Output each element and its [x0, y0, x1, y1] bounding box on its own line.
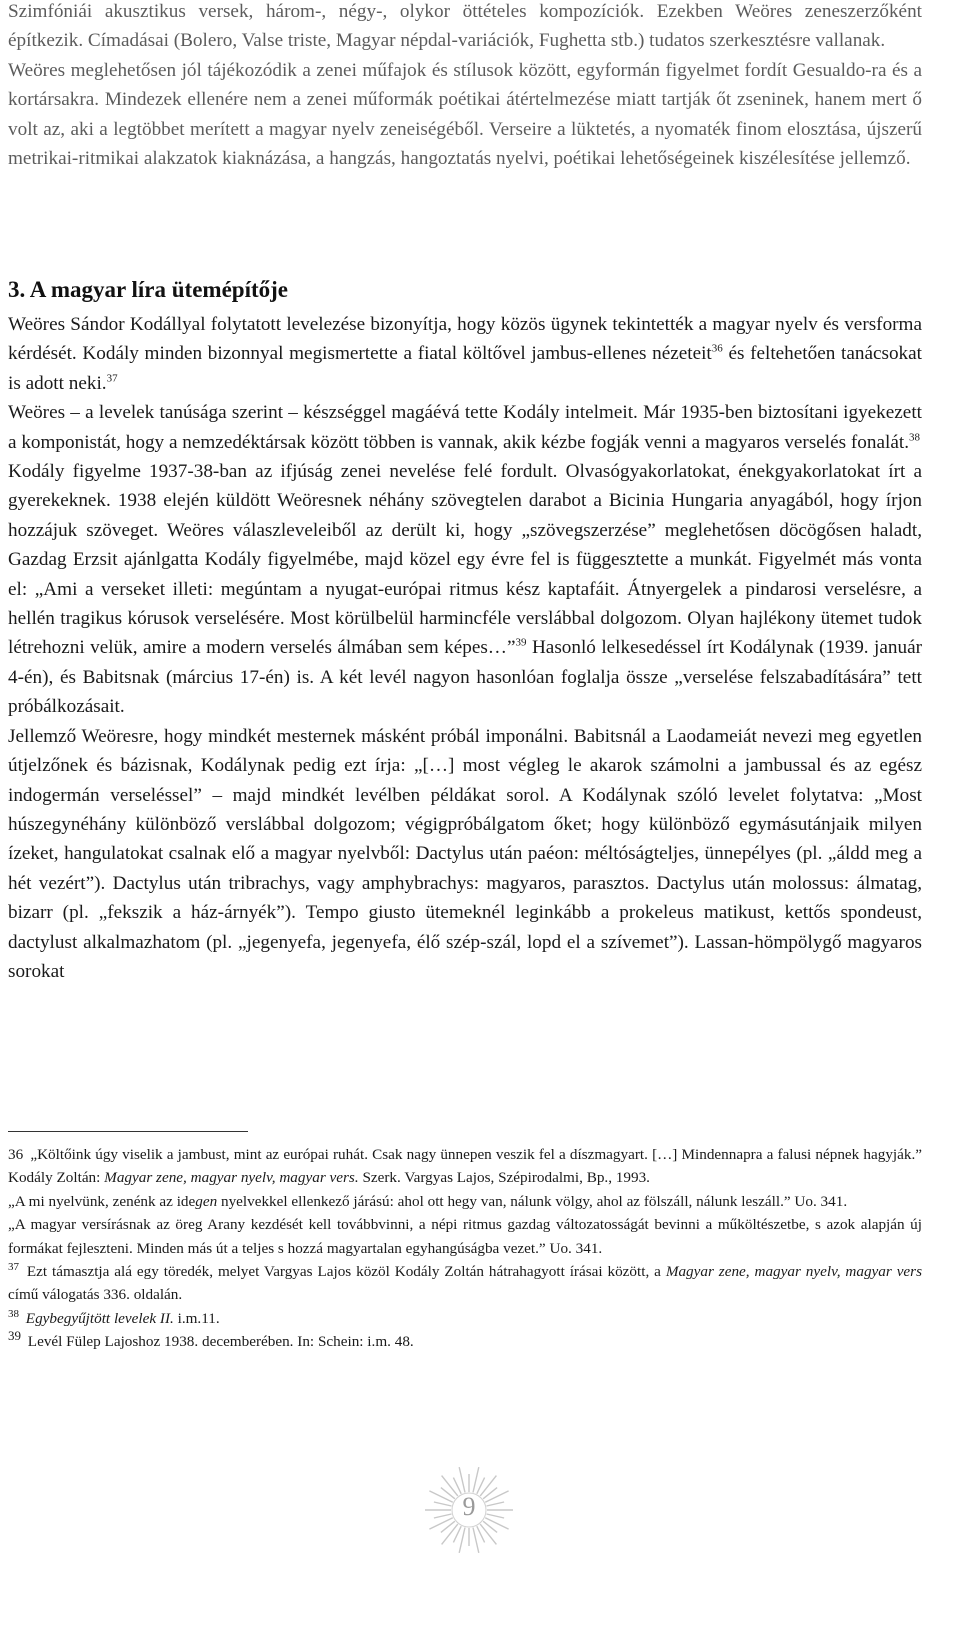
footnote-text: „Költőink úgy viselik a jambust, mint az európai ruhát. Csak nagy ünnepen veszik fel a díszmagyart. […] Mindennapra a falusi népnek hagyják.” Kodály Zoltán:	[8, 1146, 923, 1187]
body-text: és feltehetően tanácsokat is adott neki.	[8, 343, 922, 394]
footnote-number: 39	[8, 1328, 21, 1344]
footnote-text: című válogatás 336. oldalán.	[8, 1286, 183, 1304]
page-number-ornament	[419, 1460, 519, 1560]
footnotes	[8, 1143, 922, 1354]
body-paragraph-3	[8, 457, 922, 722]
intro-paragraph	[8, 0, 922, 173]
footnote-37	[8, 1260, 922, 1307]
footnote-ref-38[interactable]: 38	[909, 431, 920, 444]
footnote-italic: Magyar zene, magyar nyelv, magyar vers.	[104, 1169, 359, 1187]
page-number: 9	[462, 1492, 476, 1521]
footnote-ref-39[interactable]: 39	[515, 637, 527, 650]
body-text: Weöres – a levelek tanúsága szerint – készséggel magáévá tette Kodály intelmeit. Már 1935-ben biztosítani igyekezett a komponistát, hogy a nemzedéktársak között többen is vannak, akik kézbe fogják venni a magyaros verselés fonalát.	[8, 402, 922, 453]
section-body	[8, 310, 922, 986]
footnote-number: 38	[8, 1307, 19, 1320]
footnote-36-cont-2: „A magyar versírásnak az öreg Arany kezdését kell továbbvinni, a népi ritmus gazdag változatosságát bevinni a műköltészetbe, s azok alapján új formákat fejleszteni. Minden más út a teljes s hozzá magyartalan egyhangúságba vezet.” Uo. 341.	[8, 1216, 922, 1257]
footnote-number: 37	[8, 1260, 19, 1273]
footnote-text: i.m.11.	[173, 1309, 220, 1327]
footnote-text: Levél Fülep Lajoshoz 1938. decemberében. In: Schein: i.m. 48.	[24, 1333, 414, 1351]
footnote-text: „A mi nyelvünk, zenénk az ide	[8, 1192, 196, 1210]
footnote-36	[8, 1143, 922, 1190]
body-paragraph-4: Jellemző Weöresre, hogy mindkét mesternek másként próbál imponálni. Babitsnál a Laodameiát nevezi meg egyetlen útjelzőnek és bázisnak, Kodálynak pedig ezt írja: „[…] most végleg le akarok számolni a jambussal és az egész indogermán verseléssel” – majd mindkét levélben példákat sorol. A Kodálynak szóló levelet folytatva: „Most húszegynéhány különböző verslábbal dolgozom; végigpróbálgatom őket; hogy különböző egymásutánjaik milyen ízeket, hangulatokat csalnak elő a magyar nyelvből: Dactylus után paéon: méltóságteljes, ünnepélyes (pl. „áldd meg a hét vezért”). Dactylus után tribrachys, vagy amphybrachys: magyaros, parasztos. Dactylus után molossus: álmatag, bizarr (pl. „fekszik a ház-árnyék”). Tempo giusto ütemeknél leginkább a prokeleus matikust, kettős spondeust, dactylust alkalmazhatom (pl. „jegenyefa, jegenyefa, élő szép-szál, lopd el a szívemet”). Lassan-hömpölygő magyaros sorokat	[8, 725, 922, 982]
footnote-separator	[8, 1131, 248, 1132]
intro-text-2b: Mindezek ellenére nem a zenei műformák poétikai átértelmezése miatt tartják őt zseninek, hanem mert ő volt az, aki a legtöbbet merített a magyar nyelv zeneiségéből. Verseire a lüktetés, a nyomaték finom elosztása, újszerű metrikai-ritmikai alakzatok kiaknázása, a hangzás, hangoztatás nyelvi, poétikai lehetőségeinek kiszélesítése jellemző.	[8, 89, 922, 170]
footnote-italic: gen	[195, 1192, 218, 1210]
footnote-ref-37[interactable]: 37	[106, 372, 118, 385]
footnote-italic: Magyar zene, magyar nyelv, magyar vers	[665, 1263, 922, 1281]
intro-text-2a: Weöres meglehetősen jól tájékozódik a zenei műfajok és stílusok között, egyformán figyelmet fordít Gesualdo-ra és a kortársakra.	[8, 59, 922, 111]
footnote-text: nyelvekkel ellenkező járású: ahol ott hegy van, nálunk völgy, ahol az fölszáll, nálunk leszáll.” Uo. 341.	[217, 1192, 848, 1210]
footnote-39	[8, 1330, 922, 1353]
body-paragraph-1	[8, 310, 922, 398]
body-text: Hasonló lelkesedéssel írt Kodálynak (1939. január 4-én), és Babitsnak (március 17-én) is. A két levél nagyon hasonlóan foglalja össze „verselése felszabadítására” tett próbálkozásait.	[8, 637, 922, 718]
footnote-italic: Egybegyűjtött levelek II.	[25, 1309, 174, 1327]
footnote-text: Ezt támasztja alá egy töredék, melyet Vargyas Lajos közöl Kodály Zoltán hátrahagyott írásai között, a	[22, 1263, 666, 1281]
body-paragraph-2	[8, 398, 922, 457]
footnote-ref-36[interactable]: 36	[711, 343, 723, 356]
body-text: Weöres Sándor Kodállyal folytatott levelezése bizonyítja, hogy közös ügynek tekintették a magyar nyelv és versforma kérdését. Kodály minden bizonnyal megismertette a fiatal költővel jambus-ellenes nézeteit	[8, 314, 922, 365]
intro-text-2	[8, 56, 922, 174]
footnote-38	[8, 1307, 922, 1330]
section-heading: 3. A magyar líra ütemépítője	[8, 277, 288, 302]
footnote-number: 36	[8, 1146, 24, 1163]
intro-text-1: Szimfóniái akusztikus versek, három-, négy-, olykor öttételes kompozíciók. Ezekben Weöres zeneszerzőként építkezik. Címadásai (Bolero, Valse triste, Magyar népdal-variációk, Fughetta stb.) tudatos szerkesztésre vallanak.	[8, 1, 922, 52]
body-text: Kodály figyelme 1937-38-ban az ifjúság zenei nevelése felé fordult. Olvasógyakorlatokat, énekgyakorlatokat írt a gyerekeknek. 1938 elején küldött Weöresnek néhány szövegtelen darabot a Bicinia Hungaria anyagából, hogy írjon hozzájuk szöveget. Weöres válaszleveleiből az derült ki, hogy „szövegszerzése” meglehetősen döcögősen haladt, Gazdag Erzsit ajánlgatta Kodály figyelmébe, majd közel egy évre fel is függesztette a munkát. Figyelmét más vonta el: „Ami a verseket illeti: megúntam a nyugat-európai ritmus kész kaptafáit. Átnyergelek a pindarosi verselésre, a hellén tragikus kórusok verselésére. Most körülbelül harmincféle verslábbal dolgozom. Olyan hajlékony ütemet tudok létrehozni velük, amire a modern verselés álmában sem képes…”	[8, 461, 922, 659]
footnote-36-cont-1	[8, 1190, 922, 1213]
footnote-text: Szerk. Vargyas Lajos, Szépirodalmi, Bp., 1993.	[358, 1169, 650, 1187]
